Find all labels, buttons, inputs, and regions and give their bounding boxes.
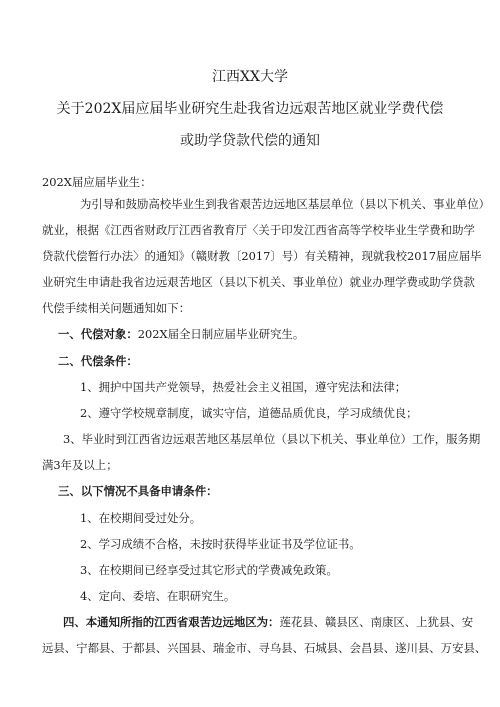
intro-line-5: 代偿手续相关问题通知如下： xyxy=(42,301,191,315)
notice-title-line-1: 关于202X届应届毕业研究生赴我省边远艰苦地区就业学费代偿 xyxy=(56,101,444,117)
section-4-line-2: 远县、宁都县、于都县、兴国县、瑞金市、寻乌县、石城县、会昌县、遂川县、万安县、 xyxy=(42,641,487,655)
section-2-heading: 二、代偿条件： xyxy=(58,354,138,368)
section-3-heading: 三、以下情况不具备申请条件： xyxy=(58,484,218,498)
intro-line-2: 就业，根据《江西省财政厅江西省教育厅〈关于印发江西省高等学校毕业生学费和助学 xyxy=(42,223,475,237)
section-4-text-1: 莲花县、赣县区、南康区、上犹县、安 xyxy=(279,615,474,629)
section-4-heading: 四、本通知所指的江西省艰苦边远地区为： xyxy=(63,615,280,629)
section-2-item-1: 1、拥护中国共产党领导，热爱社会主义祖国，遵守宪法和法律； xyxy=(80,380,407,394)
section-2-item-3-cont: 满3年及以上； xyxy=(42,458,118,472)
section-3-item-4: 4、定向、委培、在职研究生。 xyxy=(80,589,236,603)
intro-line-1: 为引导和鼓励高校毕业生到我省艰苦边远地区基层单位（县以下机关、事业单位） xyxy=(80,197,491,211)
section-3-item-1: 1、在校期间受过处分。 xyxy=(80,511,202,525)
section-1-text: 202X届全日制应届毕业研究生。 xyxy=(137,327,305,341)
section-2-item-2: 2、遵守学校规章制度，诚实守信，道德品质优良，学习成绩优良； xyxy=(80,406,418,420)
university-name: 江西XX大学 xyxy=(212,69,288,85)
intro-line-3: 贷款代偿暂行办法〉的通知》（赣财教〔2017〕号）有关精神，现就我校2017届应届毕 xyxy=(42,249,482,263)
section-3-item-3: 3、在校期间已经享受过其它形式的学费减免政策。 xyxy=(80,563,338,577)
section-4-line-1 xyxy=(63,615,474,629)
notice-title-line-2: 或助学贷款代偿的通知 xyxy=(180,133,320,149)
section-2-item-3: 3、毕业时到江西省边远艰苦地区基层单位（县以下机关、事业单位）工作，服务期 xyxy=(63,432,481,446)
salutation: 202X届应届毕业生： xyxy=(42,175,152,189)
section-1 xyxy=(58,327,304,341)
intro-line-4: 业研究生申请赴我省边远艰苦地区（县以下机关、事业单位）就业办理学费或助学贷款 xyxy=(42,275,475,289)
section-1-heading: 一、代偿对象： xyxy=(58,327,138,341)
section-3-item-2: 2、学习成绩不合格，未按时获得毕业证书及学位证书。 xyxy=(80,537,361,551)
